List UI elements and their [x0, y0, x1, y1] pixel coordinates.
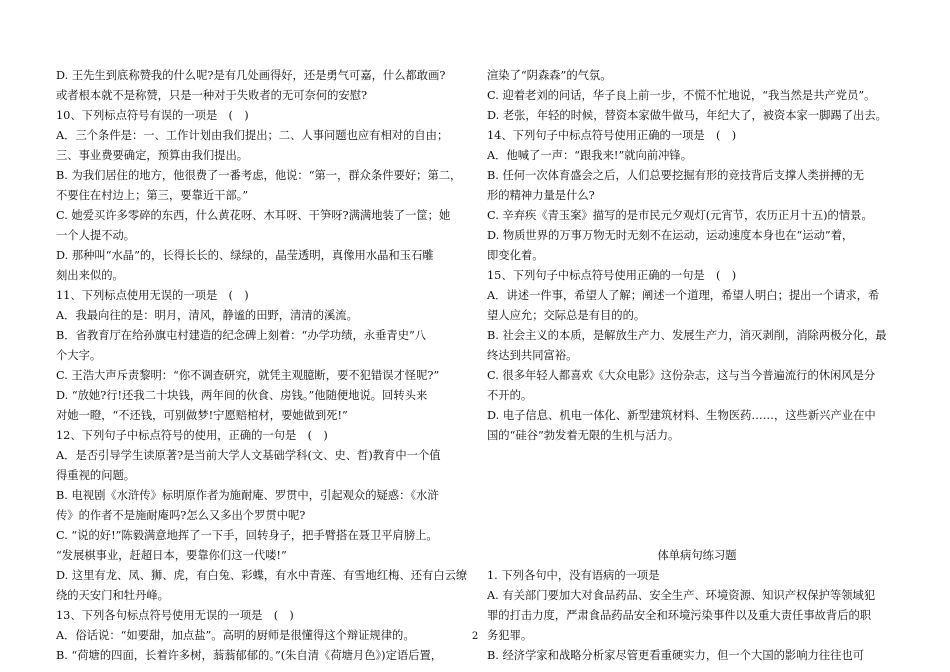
- text-line: D. 王先生到底称赞我的什么呢?是有几处画得好，还是勇气可嘉，什么都敢画?: [56, 69, 446, 82]
- text-line: B．省教育厅在给孙旗屯村建造的纪念碑上刻着：“办学功绩，永垂青史”八: [56, 329, 427, 342]
- text-line: B. 社会主义的本质，是解放生产力、发展生产力，消灭剥削，消除两极分化，最: [487, 329, 887, 342]
- left-column: [56, 66, 474, 666]
- text-line: 得重视的问题。: [56, 469, 136, 482]
- text-line: 望人应允；交际总是有目的的。: [487, 309, 646, 322]
- text-line: B. 为我们居住的地方，他很费了一番考虑，他说：“第一，群众条件要好；第二，: [56, 169, 462, 182]
- text-line: C. 很多年轻人都喜欢《大众电影》这份杂志，这与当今普遍流行的休闲风是分: [487, 369, 876, 382]
- text-line: 不开的。: [487, 389, 533, 402]
- text-line: 15、下列句子中标点符号使用正确的一句是 ( ): [487, 269, 737, 282]
- text-line: 终达到共同富裕。: [487, 349, 578, 362]
- text-line: D. 物质世界的万事万物无时无刻不在运动，运动速度本身也在“运动”着，: [487, 229, 854, 242]
- spacer: [487, 466, 907, 486]
- text-line: A．是否引导学生读原著?是当前大学人文基础学科(文、史、哲)教育中一个值: [56, 449, 441, 462]
- text-line: A. 有关部门要加大对食品药品、安全生产、环境资源、知识产权保护等领域犯: [487, 589, 876, 602]
- text-line: B. “荷塘的四面，长着许多树，蓊蓊郁郁的。”(朱自清《荷塘月色》)定语后置，: [56, 649, 443, 662]
- text-line: C. “说的好!”陈毅满意地挥了一下手，回转身子，把手臂搭在聂卫平肩膀上。: [56, 529, 438, 542]
- text-line: 12、下列句子中标点符号的使用，正确的一句是 ( ): [56, 429, 328, 442]
- text-line: 11、下列标点使用无误的一项是 ( ): [56, 289, 249, 302]
- text-line: 传》的作者不是施耐庵吗?怎么又多出个罗贯中呢?: [56, 509, 306, 522]
- text-line: 三、事业费要确定，预算由我们提出。: [56, 149, 249, 162]
- text-line: 或者根本就不是称赞，只是一种对于失败者的无可奈何的安慰?: [56, 89, 368, 102]
- text-line: 刻出来似的。: [56, 269, 124, 282]
- text-line: A．俗话说：“如要甜，加点盐”。高明的厨师是很懂得这个辩证规律的。: [56, 629, 415, 642]
- text-line: 即变化着。: [487, 249, 544, 262]
- text-line: 不要住在村边上；第三，要靠近干部。”: [56, 189, 249, 202]
- spacer: [487, 486, 907, 506]
- text-line: D. 这里有龙、凤、狮、虎，有白兔、彩蝶，有水中青莲、有雪地红梅、还有白云缭: [56, 569, 468, 582]
- text-line: 1. 下列各句中，没有语病的一项是: [487, 569, 660, 582]
- text-line: A．我最向往的是：明月，清风，静谧的田野，清清的溪流。: [56, 309, 358, 322]
- text-line: C. 迎着老刘的问话，华子良上前一步，不慌不忙地说，“我当然是共产党员”。: [487, 89, 876, 102]
- right-column-questions: [487, 66, 907, 446]
- text-line: 国的“硅谷”勃发着无限的生机与活力。: [487, 429, 680, 442]
- text-line: 14、下列句子中标点符号使用正确的一项是 ( ): [487, 129, 737, 142]
- section-title: 体单病句练习题: [657, 549, 737, 562]
- text-line: 个大字。: [56, 349, 102, 362]
- text-line: 渲染了“阴森森”的气氛。: [487, 69, 612, 82]
- text-line: 务犯罪。: [487, 629, 533, 642]
- text-line: B. 任何一次体育盛会之后，人们总要挖掘有形的竞技背后支撑人类拼搏的无: [487, 169, 864, 182]
- text-line: 一个人提不动。: [56, 229, 136, 242]
- section-questions: [487, 566, 907, 666]
- text-line: D. 老张，年轻的时候，替资本家做牛做马，年纪大了，被资本家一脚踢了出去。: [487, 109, 887, 122]
- text-line: C. 她爱买许多零碎的东西，什么黄花呀、木耳呀、干笋呀?满满地装了一筐；她: [56, 209, 451, 222]
- spacer: [487, 446, 907, 466]
- right-column: [487, 66, 907, 666]
- text-line: D. “放她?行!还我二十块钱，两年间的伙食、房钱。”他随便地说。回转头来: [56, 389, 428, 402]
- text-line: 罪的打击力度，严肃食品药品安全和环境污染事件以及重大责任事故背后的职: [487, 609, 872, 622]
- text-line: D. 电子信息、机电一体化、新型建筑材料、生物医药……，这些新兴产业在中: [487, 409, 876, 422]
- text-line: A．他喊了一声：“跟我来!”就向前冲锋。: [487, 149, 693, 162]
- text-line: 绕的天安门和牡丹峰。: [56, 589, 169, 602]
- text-line: A．讲述一件事，希望人了解；阐述一个道理，希望人明白；提出一个请求，希: [487, 289, 880, 302]
- text-line: B. 经济学家和战略分析家尽管更看重硬实力，但一个大国的影响力往往也可: [487, 649, 864, 662]
- text-line: 形的精神力量是什么?: [487, 189, 595, 202]
- text-line: D. 那种叫“水晶”的，长得长长的、绿绿的，晶莹透明，真像用水晶和玉石雕: [56, 249, 434, 262]
- spacer: [487, 526, 907, 546]
- text-line: C. 辛弃疾《青玉案》描写的是市民元夕观灯(元宵节，农历正月十五)的情景。: [487, 209, 873, 222]
- spacer: [487, 506, 907, 526]
- text-line: 10、下列标点符号有误的一项是 ( ): [56, 109, 249, 122]
- text-line: 13、下列各句标点符号使用无误的一项是 ( ): [56, 609, 294, 622]
- page-number: 2: [471, 631, 479, 642]
- text-line: C. 王浩大声斥责黎明：“你不调查研究，就凭主观臆断，要不犯错误才怪呢?”: [56, 369, 440, 382]
- text-line: “发展棋事业，赶超日本，要靠你们这一代喽!”: [56, 549, 287, 562]
- text-line: B. 电视剧《水浒传》标明原作者为施耐庵、罗贯中，引起观众的疑惑：《水浒: [56, 489, 439, 502]
- text-line: A．三个条件是：一、工作计划由我们提出；二、人事问题也应有相对的自由；: [56, 129, 449, 142]
- text-line: 对她一瞪，“不还钱，可别做梦!宁愿赔棺材，要她做到死!”: [56, 409, 348, 422]
